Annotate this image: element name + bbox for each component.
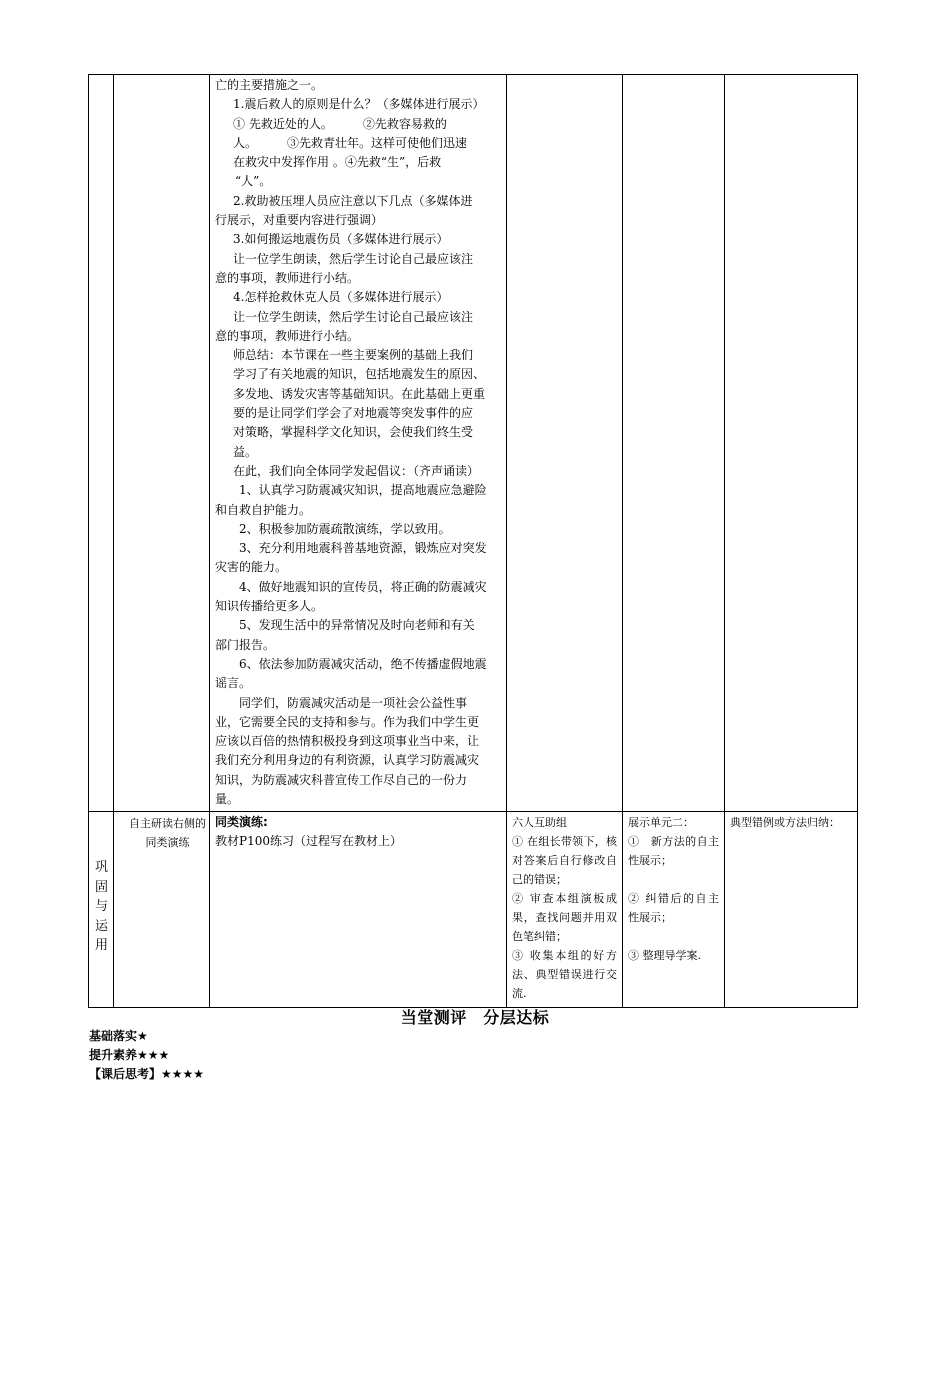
text-line: 1.震后救人的原则是什么？（多媒体进行展示）: [233, 97, 485, 112]
text-line: 量。: [215, 791, 240, 806]
text-line: 和自救自护能力。: [215, 502, 312, 517]
text-line: 要的是让同学们学会了对地震等突发事件的应: [233, 406, 474, 421]
text-line: 4、做好地震知识的宣传员，将正确的防震减灾: [239, 579, 487, 594]
table-row-consolidation: [89, 812, 858, 1008]
group-line: 六人互助组: [512, 816, 567, 829]
display-line: 展示单元二：: [628, 816, 694, 829]
text-line: 应该以百倍的热情积极投身到这项事业当中来，让: [215, 734, 480, 749]
text-line: 灾害的能力。: [215, 560, 288, 575]
text-line: 行展示，对重要内容进行强调）: [215, 213, 384, 228]
stage-char: 运: [95, 918, 109, 934]
text-line: 业，它需要全民的支持和参与。作为我们中学生更: [215, 714, 480, 729]
cell-group-empty: [507, 75, 623, 812]
group-line: ② 审查本组演板成果，查找问题并用双色笔纠错；: [512, 892, 617, 943]
summary-text: 典型错例或方法归纳：: [730, 816, 840, 829]
text-line: 知识，为防震减灾科普宣传工作尽自己的一份力: [215, 772, 468, 787]
level-reflection: 【课后思考】★★★★: [89, 1067, 205, 1081]
text-line: 让一位学生朗读，然后学生讨论自己最应该注: [233, 251, 474, 266]
cell-teaching-content: [210, 75, 507, 812]
text-line: 对策略，掌握科学文化知识，会使我们终生受: [233, 425, 474, 440]
text-line: 2.救助被压埋人员应注意以下几点（多媒体进: [233, 193, 473, 208]
cell-topic-empty: [114, 75, 210, 812]
text-line: 在救灾中发挥作用 。④先救“生”，后救: [233, 155, 442, 170]
cell-topic: [114, 812, 210, 1008]
group-line: ③ 收集本组的好方法、典型错误进行交流.: [512, 949, 617, 1000]
level-basic: 基础落实★: [89, 1029, 148, 1043]
stage-char: 固: [95, 879, 109, 895]
text-line: 6、依法参加防震减灾活动，绝不传播虚假地震: [239, 656, 487, 671]
text-line: 益。: [233, 444, 258, 459]
group-line: ① 在组长带领下，核对答案后自行修改自己的错误；: [512, 835, 617, 886]
stage-char: 巩: [95, 860, 109, 875]
text-line: 部门报告。: [215, 637, 276, 652]
display-line: ① 新方法的自主性展示；: [628, 835, 719, 867]
display-block: [623, 812, 724, 969]
text-line: ① 先救近处的人。 ②先救容易救的: [233, 116, 447, 131]
cell-drill: [210, 812, 507, 1008]
text-line: 意的事项，教师进行小结。: [215, 270, 360, 285]
stage-char: 与: [95, 899, 109, 914]
stage-label: [95, 858, 107, 956]
topic-text: 自主研读右侧的同类演练: [129, 817, 206, 849]
cell-stage-label: [89, 812, 114, 1008]
text-line: “人”。: [235, 174, 272, 189]
text-line: 多发地、诱发灾害等基础知识。在此基础上更重: [233, 386, 486, 401]
text-line: 5、发现生活中的异常情况及时向老师和有关: [239, 618, 475, 633]
level-advanced: 提升素养★★★: [89, 1048, 170, 1062]
text-line: 亡的主要措施之一。: [215, 78, 324, 92]
text-line: 谣言。: [215, 676, 252, 691]
cell-display: [623, 812, 725, 1008]
table-row-main: [89, 75, 858, 812]
text-line: 2、积极参加防震疏散演练，学以致用。: [239, 521, 451, 536]
text-line: 我们充分利用身边的有利资源，认真学习防震减灾: [215, 753, 480, 768]
cell-group: [507, 812, 623, 1008]
drill-title: 同类演练:: [215, 815, 268, 829]
display-line: ③ 整理导学案.: [628, 949, 701, 962]
text-line: 3.如何搬运地震伤员（多媒体进行展示）: [233, 232, 449, 247]
text-line: 4.怎样抢救休克人员（多媒体进行展示）: [233, 290, 449, 305]
cell-display-empty: [623, 75, 725, 812]
text-line: 学习了有关地震的知识，包括地震发生的原因、: [233, 367, 486, 382]
cell-summary: [725, 812, 858, 1008]
text-line: 同学们，防震减灾活动是一项社会公益性事: [239, 695, 468, 710]
group-block: [507, 812, 622, 1007]
text-line: 在此，我们向全体同学发起倡议：（齐声诵读）: [233, 463, 480, 478]
text-line: 让一位学生朗读，然后学生讨论自己最应该注: [233, 309, 474, 324]
text-line: 知识传播给更多人。: [215, 599, 324, 614]
lesson-table: [88, 74, 858, 1008]
text-line: 意的事项，教师进行小结。: [215, 328, 360, 343]
drill-text: 教材P100练习（过程写在教材上）: [215, 834, 402, 848]
text-line: 师总结：本节课在一些主要案例的基础上我们: [233, 348, 474, 363]
stage-char: 用: [95, 938, 109, 953]
cell-summary-empty: [725, 75, 858, 812]
text-line: 人。 ③先救青壮年。这样可使他们迅速: [233, 135, 468, 150]
section-heading: 当堂测评 分层达标: [400, 1008, 550, 1027]
display-line: ② 纠错后的自主性展示；: [628, 892, 719, 924]
text-line: 1、认真学习防震减灾知识，提高地震应急避险: [239, 483, 487, 498]
text-line: 3、充分利用地震科普基地资源，锻炼应对突发: [239, 541, 487, 556]
cell-stage-empty: [89, 75, 114, 812]
